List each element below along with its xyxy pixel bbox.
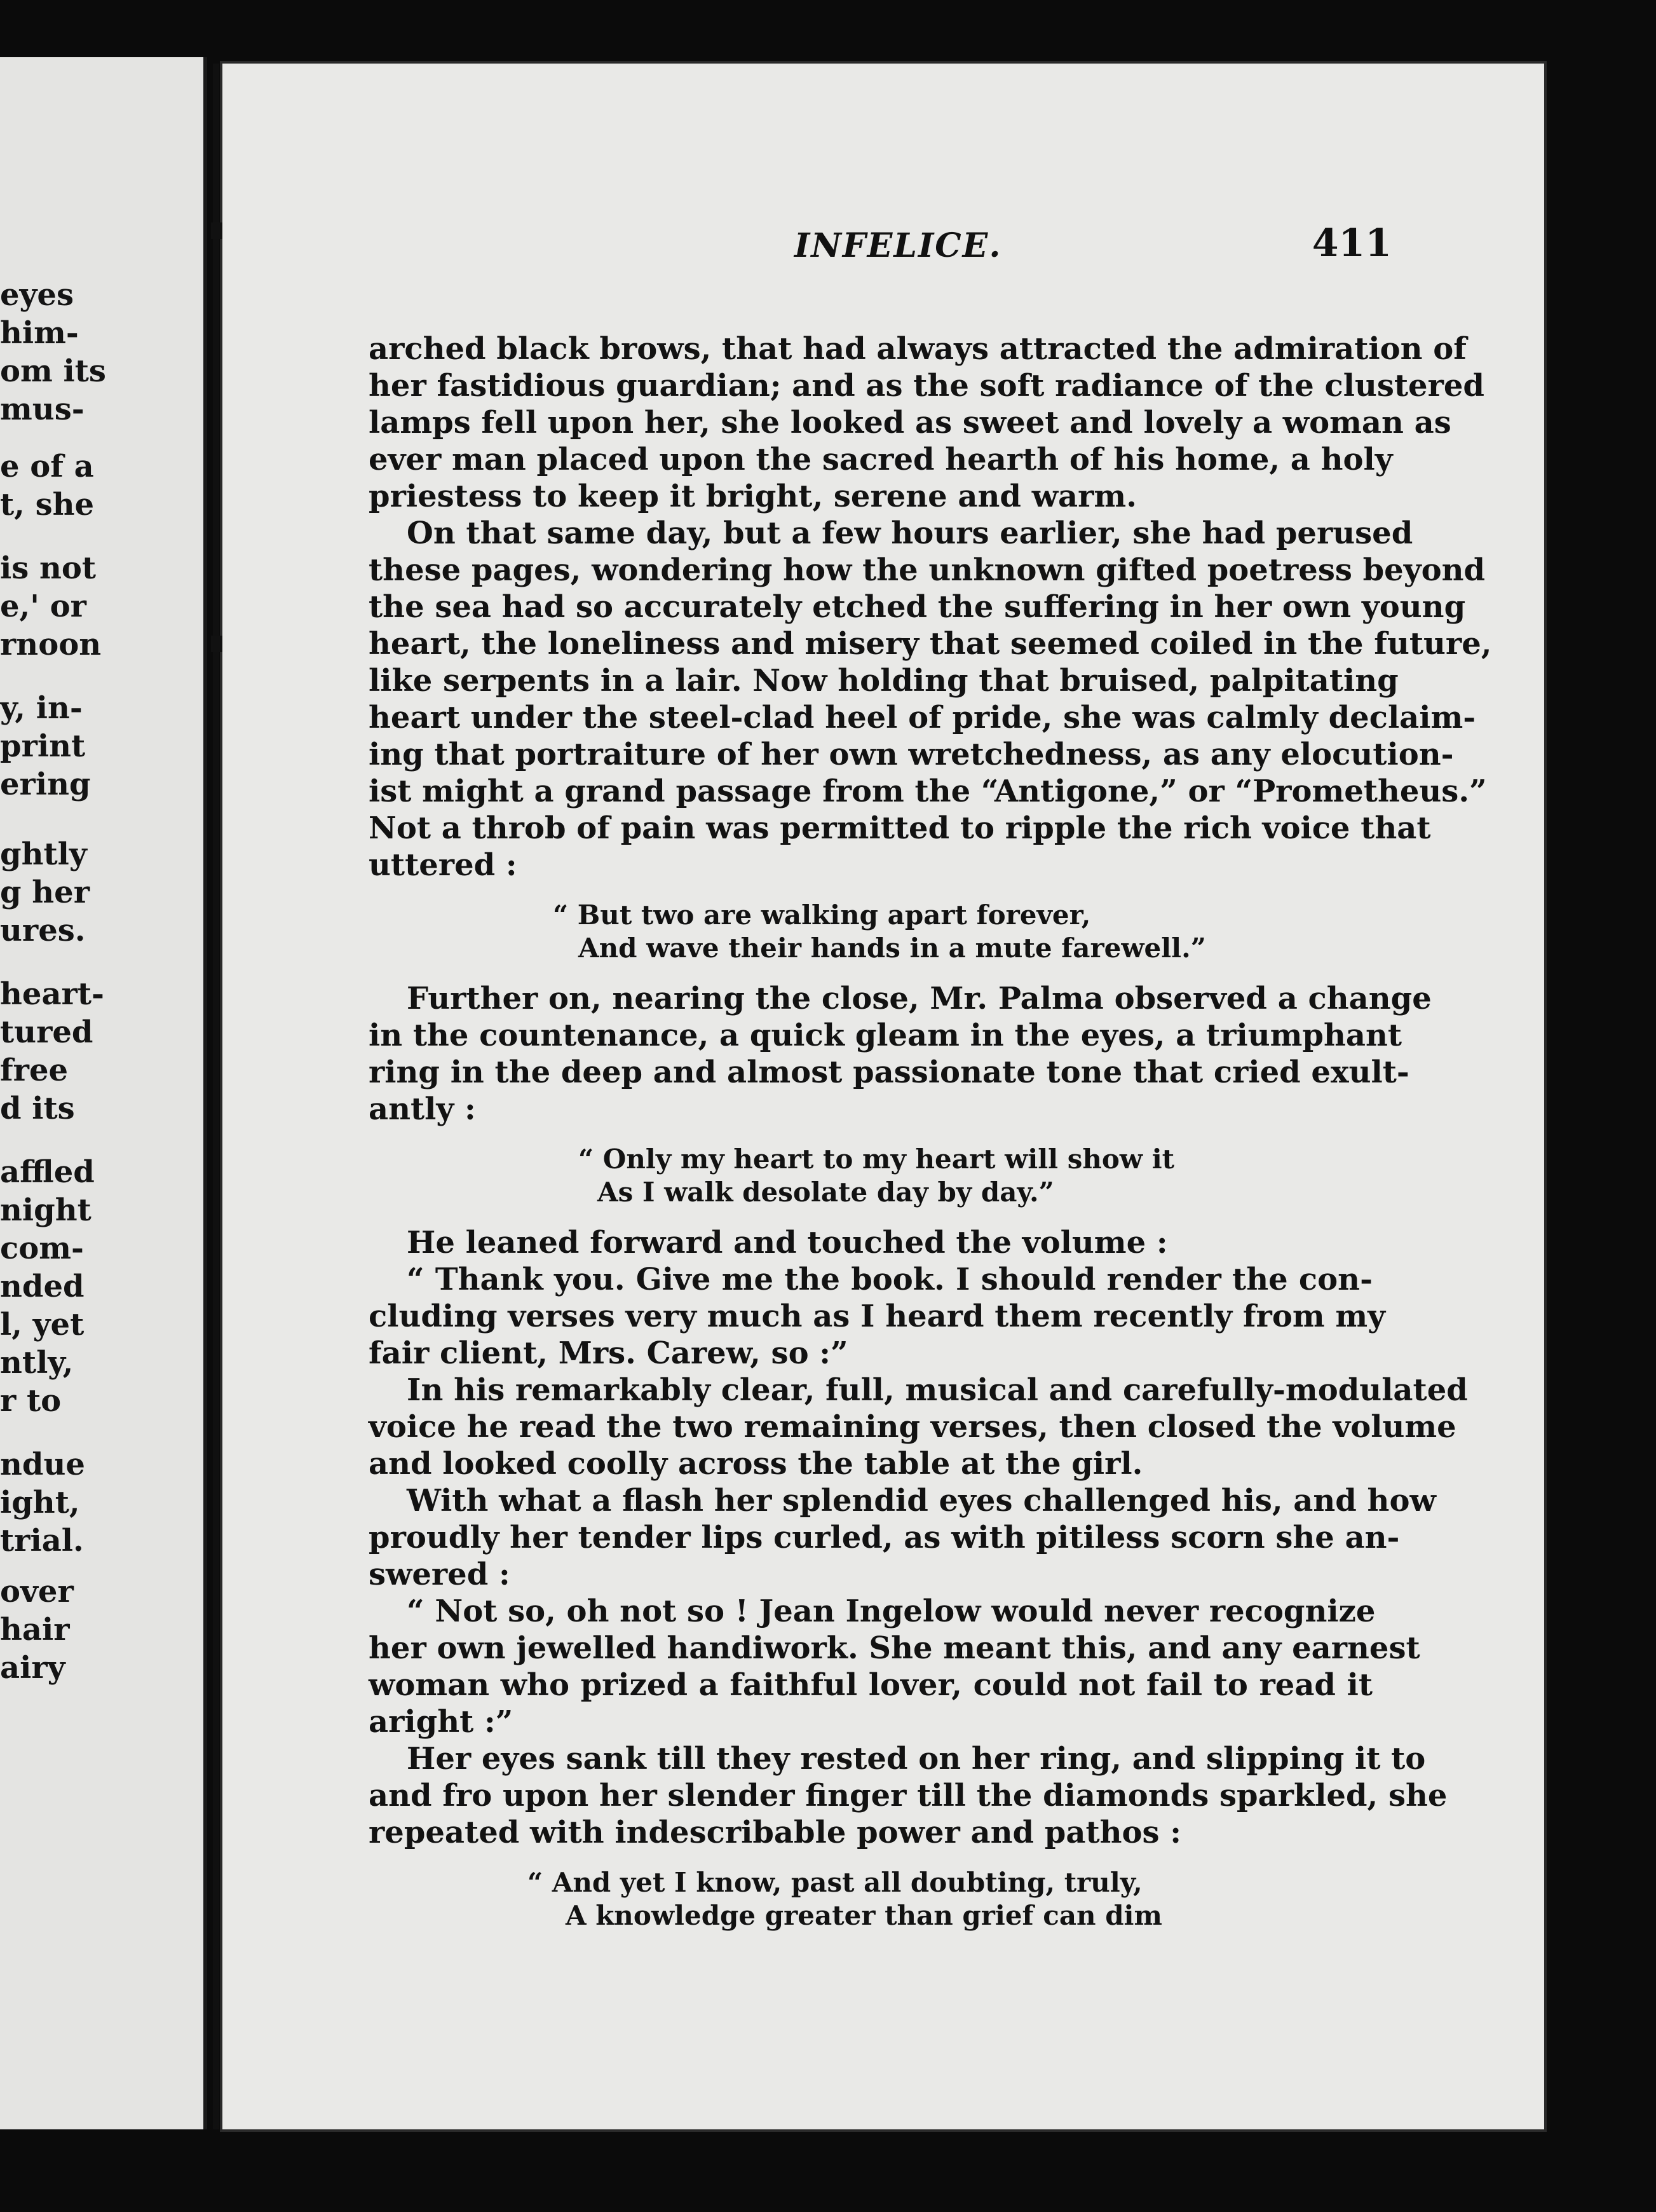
text-line: fair client, Mrs. Carew, so :” [369, 1335, 848, 1371]
text-line: like serpents in a lair. Now holding that bruised, palpitating [369, 663, 1399, 699]
left-page-text-fragment: ntly, [0, 1345, 74, 1381]
left-page-text-fragment: ghtly [0, 836, 87, 872]
text-line: heart under the steel-clad heel of pride, she was calmly declaim- [369, 700, 1476, 735]
text-line: swered : [369, 1557, 510, 1592]
text-line: Not a throb of pain was permitted to ripple the rich voice that [369, 810, 1431, 846]
text-line: proudly her tender lips curled, as with pitiless scorn she an- [369, 1520, 1400, 1555]
text-line: ist might a grand passage from the “Antigone,” or “Prometheus.” [369, 774, 1487, 809]
text-line: With what a flash her splendid eyes challenged his, and how [407, 1483, 1436, 1519]
text-line: Her eyes sank till they rested on her ring, and slipping it to [407, 1741, 1426, 1777]
left-page-text-fragment: nded [0, 1269, 85, 1304]
verse-line: As I walk desolate day by day.” [597, 1177, 1054, 1208]
text-line: ever man placed upon the sacred hearth of his home, a holy [369, 442, 1393, 477]
text-line: Further on, nearing the close, Mr. Palma observed a change [407, 981, 1432, 1016]
left-page-text-fragment: is not [0, 550, 97, 586]
left-facing-page [0, 57, 207, 2129]
left-page-text-fragment: e of a [0, 449, 94, 484]
left-page-text-fragment: rnoon [0, 627, 102, 662]
text-line: ring in the deep and almost passionate tone that cried exult- [369, 1055, 1409, 1090]
running-title: INFELICE. [794, 226, 1002, 265]
text-line: the sea had so accurately etched the suffering in her own young [369, 589, 1466, 625]
verse-line: “ Only my heart to my heart will show it [578, 1144, 1175, 1175]
left-page-text-fragment: him- [0, 315, 79, 351]
page-header [222, 221, 1544, 272]
verse-spacing [369, 1209, 1373, 1224]
verse-spacing [369, 1851, 1373, 1866]
verse-line: And wave their hands in a mute farewell.” [578, 932, 1206, 964]
left-page-text-fragment: heart- [0, 976, 104, 1012]
text-line: lamps fell upon her, she looked as sweet and lovely a woman as [369, 405, 1451, 440]
left-page-text-fragment: eyes [0, 277, 74, 313]
left-page-text-fragment: y, in- [0, 690, 83, 726]
binding-notch-icon [211, 222, 222, 239]
left-page-text-fragment: free [0, 1053, 69, 1088]
left-page-text-fragment: com- [0, 1231, 84, 1266]
text-line: voice he read the two remaining verses, then closed the volume [369, 1409, 1456, 1445]
left-page-text-fragment: night [0, 1192, 92, 1228]
text-line: priestess to keep it bright, serene and warm. [369, 479, 1137, 514]
text-line: her fastidious guardian; and as the soft radiance of the clustered [369, 368, 1484, 404]
left-page-text-fragment: om its [0, 353, 106, 389]
left-page-text-fragment: ures. [0, 913, 86, 948]
text-line: On that same day, but a few hours earlier, she had perused [407, 515, 1413, 551]
left-page-text-fragment: airy [0, 1650, 65, 1686]
left-page-text-fragment: t, she [0, 487, 95, 522]
verse-line: “ But two are walking apart forever, [553, 899, 1091, 931]
verse-spacing [369, 884, 1373, 899]
left-page-text-fragment: l, yet [0, 1307, 85, 1342]
page-number: 411 [1312, 221, 1392, 266]
left-page-text-fragment: trial. [0, 1523, 84, 1559]
left-page-text-fragment: print [0, 728, 86, 764]
left-page-text-fragment: hair [0, 1612, 70, 1648]
text-line: heart, the loneliness and misery that seemed coiled in the future, [369, 626, 1492, 662]
book-page [222, 64, 1544, 2129]
left-page-text-fragment: over [0, 1574, 74, 1609]
left-page-text-fragment: ndue [0, 1447, 85, 1482]
text-line: “ Not so, oh not so ! Jean Ingelow would never recognize [407, 1594, 1376, 1629]
left-page-text-fragment: d its [0, 1091, 75, 1126]
text-line: aright :” [369, 1704, 513, 1740]
text-line: “ Thank you. Give me the book. I should render the con- [407, 1262, 1373, 1297]
text-line: in the countenance, a quick gleam in the eyes, a triumphant [369, 1018, 1402, 1053]
text-line: these pages, wondering how the unknown gifted poetress beyond [369, 552, 1486, 588]
text-line: repeated with indescribable power and pathos : [369, 1815, 1181, 1850]
left-page-text-fragment: mus- [0, 392, 85, 427]
text-line: cluding verses very much as I heard them recently from my [369, 1299, 1386, 1334]
binding-notch-icon [211, 636, 222, 652]
text-line: woman who prized a faithful lover, could not fail to read it [369, 1667, 1373, 1703]
text-line: arched black brows, that had always attracted the admiration of [369, 331, 1467, 367]
page-body [369, 331, 1492, 1932]
text-line: and fro upon her slender finger till the diamonds sparkled, she [369, 1778, 1448, 1813]
left-page-text-fragment: ering [0, 767, 91, 802]
left-page-text-fragment: ight, [0, 1485, 80, 1520]
left-page-text-fragment: affled [0, 1154, 95, 1190]
left-page-text-fragment: r to [0, 1383, 62, 1419]
verse-line: “ And yet I know, past all doubting, truly, [527, 1867, 1143, 1898]
text-line: uttered : [369, 847, 517, 883]
left-page-text-fragment: tured [0, 1014, 93, 1050]
left-page-text-fragment: e,' or [0, 589, 86, 624]
text-line: antly : [369, 1091, 476, 1127]
text-line: ing that portraiture of her own wretchedness, as any elocution- [369, 737, 1454, 772]
text-line: He leaned forward and touched the volume : [407, 1225, 1168, 1260]
text-line: her own jewelled handiwork. She meant this, and any earnest [369, 1630, 1420, 1666]
text-line: In his remarkably clear, full, musical and carefully-modulated [407, 1372, 1468, 1408]
verse-spacing [369, 1128, 1373, 1143]
left-page-text-fragment: g her [0, 875, 90, 910]
verse-spacing [369, 965, 1373, 980]
page-gutter [213, 64, 219, 2129]
text-line: and looked coolly across the table at the girl. [369, 1446, 1143, 1482]
verse-line: A knowledge greater than grief can dim [566, 1900, 1162, 1931]
